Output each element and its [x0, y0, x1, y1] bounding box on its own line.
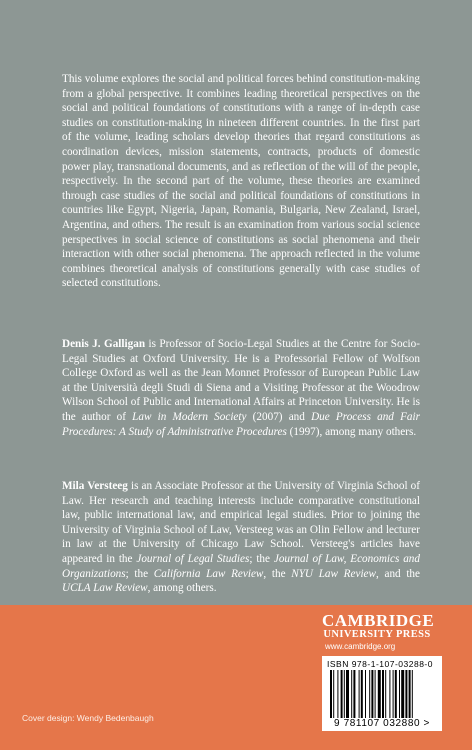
bio-text: (2007) and — [246, 410, 312, 423]
journal-title: Journal of Law, Economics and Organizations — [62, 552, 420, 580]
journal-title: California Law Review — [153, 567, 264, 580]
author-bio-versteeg — [62, 479, 420, 596]
publisher-url: www.cambridge.org — [325, 642, 396, 651]
bio-text: , and the — [375, 567, 420, 580]
bio-text: , among others. — [147, 582, 217, 595]
bio-text: (1997), among many others. — [286, 425, 417, 438]
book-title: Law in Modern Society — [132, 410, 247, 423]
publisher-name: CAMBRIDGE — [322, 611, 435, 630]
bio-text: ; the — [125, 567, 154, 580]
publisher-logo — [322, 611, 435, 653]
bio-text: is Professor of Socio-Legal Studies at the Centre for Socio-Legal Studies at Oxford University. He is a Professorial Fellow of Wolfson College Oxford as well as the Jean Monnet Professor of European Public Law at the Università degli Studi di Siena and a Visiting Professor at the Woodrow Wilson School of Public and International Affairs at Princeton University. He is the author of — [62, 338, 420, 423]
book-description: This volume explores the social and political forces behind constitution-making from a global perspective. It combines leading theoretical perspectives on the social and political foundations of constitutions with a range of in-depth case studies on constitution-making in nineteen different countries. In the first part of the volume, leading scholars develop theories that regard constitutions as coordination devices, mission statements, contracts, products of domestic power play, transnational documents, and as reflection of the will of the people, respectively. In the second part of the volume, these theories are examined through case studies of the social and political foundations of constitutions in countries like Egypt, Nigeria, Japan, Romania, Bulgaria, New Zealand, Israel, Argentina, and others. The result is an examination from various social science perspectives in social science of constitutions as social phenomena and their interaction with other social phenomena. The approach reflected in the volume combines theoretical analysis of constitutions generally with case studies of selected constitutions. — [62, 73, 420, 290]
barcode-icon — [330, 670, 434, 718]
journal-title: UCLA Law Review — [62, 582, 148, 595]
cover-design-credit: Cover design: Wendy Bedenbaugh — [22, 713, 154, 723]
book-title: Due Process and Fair Procedures: A Study of Administrative Procedures — [62, 410, 420, 438]
barcode-digits: 9 781107 032880 > — [334, 718, 430, 729]
author-name: Denis J. Galligan — [62, 338, 146, 350]
bio-text: , the — [263, 567, 292, 580]
barcode-panel — [322, 656, 442, 731]
author-name: Mila Versteeg — [62, 480, 128, 492]
isbn-text: ISBN 978-1-107-03288-0 — [327, 659, 433, 669]
journal-title: Journal of Legal Studies — [136, 552, 250, 565]
publisher-subtitle: UNIVERSITY PRESS — [323, 629, 431, 640]
author-bio-galligan — [62, 337, 420, 439]
journal-title: NYU Law Review — [291, 567, 376, 580]
bio-text: ; the — [249, 552, 274, 565]
bio-text: is an Associate Professor at the University of Virginia School of Law. Her research and teaching interests include comparative constitutional law, public international law, and empirical legal studies. Prior to joining the University of Virginia School of Law, Versteeg was an Olin Fellow and lecturer in law at the University of Chicago Law School. Versteeg's articles have appeared in the — [62, 480, 420, 565]
